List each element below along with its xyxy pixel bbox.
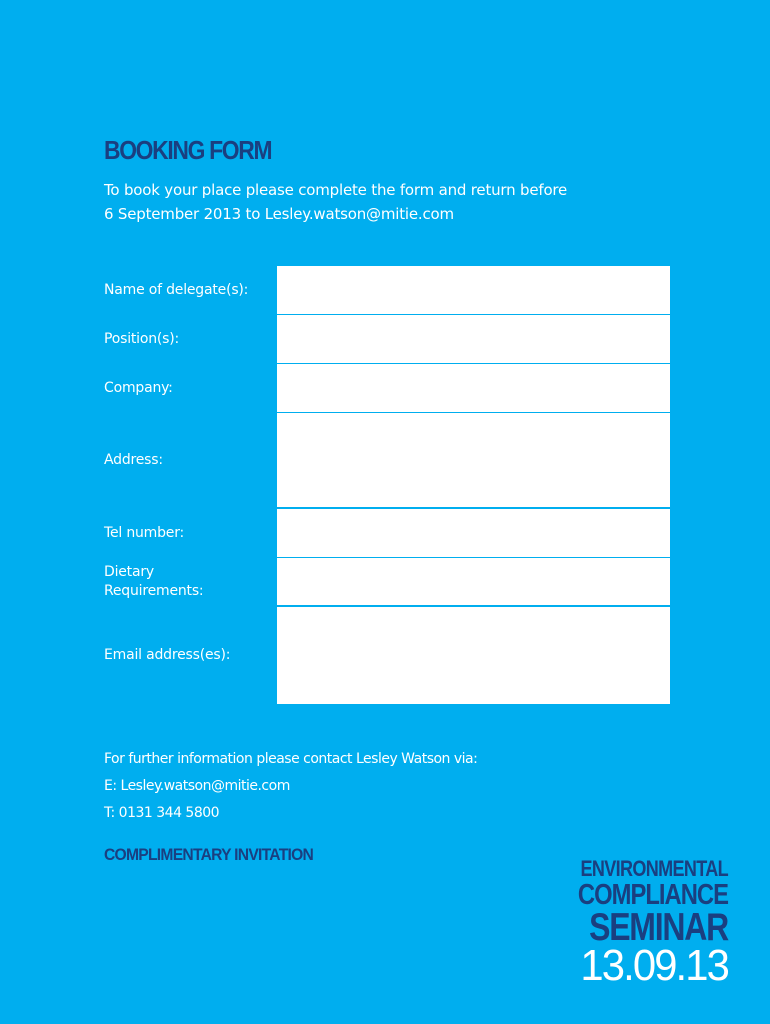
company-label: Company: bbox=[104, 379, 173, 396]
invitation-heading: COMPLIMENTARY INVITATION bbox=[104, 845, 314, 864]
email-label: Email address(es): bbox=[104, 647, 231, 663]
email-field[interactable] bbox=[277, 607, 670, 704]
seminar-line-3: SEMINAR bbox=[589, 906, 728, 949]
contact-intro: For further information please contact Lesley Watson via: bbox=[104, 751, 478, 767]
company-field[interactable] bbox=[277, 364, 670, 412]
form-row-company bbox=[0, 364, 770, 412]
form-row-name bbox=[0, 266, 770, 314]
contact-phone: T: 0131 344 5800 bbox=[104, 805, 220, 821]
contact-info bbox=[104, 748, 477, 829]
seminar-line-1: ENVIRONMENTAL bbox=[580, 856, 728, 881]
intro-line-2: 6 September 2013 to Lesley.watson@mitie.com bbox=[104, 205, 454, 223]
page-title: BOOKING FORM bbox=[104, 135, 272, 165]
contact-email[interactable]: E: Lesley.watson@mitie.com bbox=[104, 778, 290, 794]
tel-field[interactable] bbox=[277, 509, 670, 557]
seminar-line-2: COMPLIANCE bbox=[577, 879, 728, 911]
seminar-logo bbox=[545, 858, 728, 988]
address-label: Address: bbox=[104, 451, 163, 468]
tel-label: Tel number: bbox=[104, 524, 185, 541]
intro-line-1: To book your place please complete the form and return before bbox=[104, 181, 568, 199]
dietary-field[interactable] bbox=[277, 558, 670, 605]
seminar-date: 13.09.13 bbox=[580, 941, 728, 990]
dietary-label-line-1: Dietary bbox=[104, 563, 154, 580]
position-field[interactable] bbox=[277, 315, 670, 363]
form-row-tel bbox=[0, 509, 770, 557]
address-field[interactable] bbox=[277, 413, 670, 507]
dietary-label-line-2: Requirements: bbox=[104, 582, 204, 599]
position-label: Position(s): bbox=[104, 330, 180, 347]
intro-text bbox=[104, 178, 704, 226]
name-label: Name of delegate(s): bbox=[104, 281, 249, 298]
form-row-email bbox=[0, 607, 770, 704]
form-row-dietary bbox=[0, 558, 770, 605]
dietary-label bbox=[104, 558, 274, 605]
name-field[interactable] bbox=[277, 266, 670, 314]
form-row-address bbox=[0, 413, 770, 507]
form-row-position bbox=[0, 315, 770, 363]
